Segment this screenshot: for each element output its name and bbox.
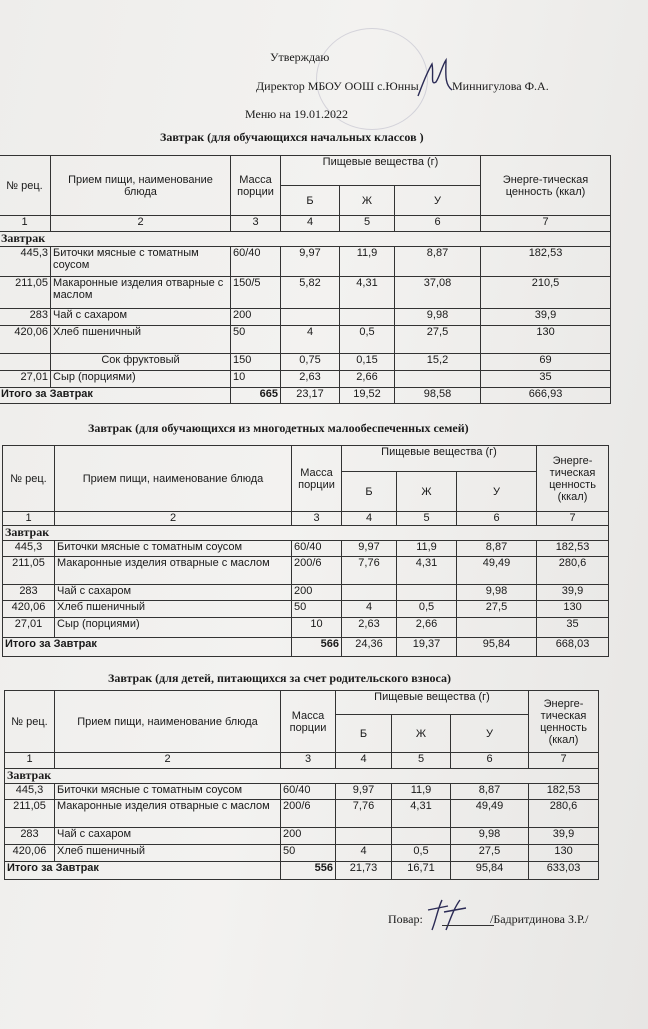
rec-cell: 420,06 <box>0 326 51 354</box>
u-cell: 9,98 <box>395 309 481 326</box>
energy-cell: 280,6 <box>529 800 599 828</box>
col-num: 3 <box>281 753 336 769</box>
meal-label: Завтрак <box>5 769 599 784</box>
table-row <box>0 247 611 277</box>
mass-cell: 10 <box>231 371 281 388</box>
cook-signature <box>424 896 484 936</box>
energy-cell: 39,9 <box>529 828 599 845</box>
rec-cell: 283 <box>3 585 55 601</box>
zh-cell: 11,9 <box>397 541 457 557</box>
col-mass: Масса порции <box>231 156 281 216</box>
b-cell: 0,75 <box>281 354 340 371</box>
col-nutrients: Пищевые вещества (г) <box>336 691 529 715</box>
b-cell: 7,76 <box>342 557 397 585</box>
total-zh: 16,71 <box>392 862 451 880</box>
mass-cell: 10 <box>292 618 342 638</box>
total-u: 95,84 <box>451 862 529 880</box>
col-num: 4 <box>281 216 340 232</box>
col-num: 5 <box>397 512 457 526</box>
table-row <box>0 354 611 371</box>
table-row <box>3 541 609 557</box>
zh-cell <box>392 828 451 845</box>
total-row <box>3 638 609 657</box>
dish-cell: Хлеб пшеничный <box>55 601 292 618</box>
col-rec: № рец. <box>3 446 55 512</box>
menu-date: Меню на 19.01.2022 <box>245 107 348 121</box>
col-num: 2 <box>55 753 281 769</box>
table-row <box>3 557 609 585</box>
energy-cell: 35 <box>537 618 609 638</box>
mass-cell: 200 <box>281 828 336 845</box>
director-name: Миннигулова Ф.А. <box>452 79 549 93</box>
table-1-title: Завтрак (для обучающихся начальных классов ) <box>160 130 424 144</box>
col-b: Б <box>336 715 392 753</box>
u-cell: 15,2 <box>395 354 481 371</box>
col-dish: Прием пищи, наименование блюда <box>55 691 281 753</box>
dish-cell: Хлеб пшеничный <box>55 845 281 862</box>
mass-cell: 50 <box>292 601 342 618</box>
b-cell: 9,97 <box>342 541 397 557</box>
u-cell: 27,5 <box>457 601 537 618</box>
total-u: 98,58 <box>395 388 481 404</box>
meal-label: Завтрак <box>0 232 611 247</box>
col-num: 7 <box>537 512 609 526</box>
table-row <box>5 800 599 828</box>
col-zh: Ж <box>392 715 451 753</box>
dish-cell: Биточки мясные с томатным соусом <box>55 541 292 557</box>
table-row <box>0 371 611 388</box>
table-3-title: Завтрак (для детей, питающихся за счет родительского взноса) <box>108 671 451 685</box>
col-dish: Прием пищи, наименование блюда <box>55 446 292 512</box>
col-zh: Ж <box>340 186 395 216</box>
col-num: 2 <box>51 216 231 232</box>
total-zh: 19,37 <box>397 638 457 657</box>
menu-table-3 <box>4 690 599 880</box>
u-cell: 49,49 <box>457 557 537 585</box>
b-cell <box>336 828 392 845</box>
zh-cell: 2,66 <box>397 618 457 638</box>
zh-cell: 2,66 <box>340 371 395 388</box>
u-cell: 9,98 <box>457 585 537 601</box>
energy-cell: 182,53 <box>529 784 599 800</box>
cook-label: Повар: <box>388 912 423 926</box>
total-u: 95,84 <box>457 638 537 657</box>
rec-cell: 211,05 <box>0 277 51 309</box>
energy-cell: 35 <box>481 371 611 388</box>
rec-cell: 445,3 <box>3 541 55 557</box>
u-cell: 8,87 <box>457 541 537 557</box>
energy-cell: 130 <box>537 601 609 618</box>
dish-cell: Макаронные изделия отварные с маслом <box>55 557 292 585</box>
col-num: 4 <box>342 512 397 526</box>
col-num: 5 <box>340 216 395 232</box>
b-cell <box>342 585 397 601</box>
dish-cell: Макаронные изделия отварные с маслом <box>55 800 281 828</box>
b-cell: 9,97 <box>336 784 392 800</box>
rec-cell: 211,05 <box>5 800 55 828</box>
b-cell: 5,82 <box>281 277 340 309</box>
zh-cell: 11,9 <box>392 784 451 800</box>
dish-cell: Чай с сахаром <box>51 309 231 326</box>
mass-cell: 150 <box>231 354 281 371</box>
u-cell: 9,98 <box>451 828 529 845</box>
rec-cell: 420,06 <box>5 845 55 862</box>
energy-cell: 280,6 <box>537 557 609 585</box>
zh-cell: 4,31 <box>392 800 451 828</box>
col-nutrients: Пищевые вещества (г) <box>281 156 481 186</box>
table-row <box>5 845 599 862</box>
table-row <box>0 309 611 326</box>
u-cell: 27,5 <box>451 845 529 862</box>
mass-cell: 200/6 <box>292 557 342 585</box>
menu-table-1 <box>0 155 611 404</box>
rec-cell: 211,05 <box>3 557 55 585</box>
dish-cell: Биточки мясные с томатным соусом <box>55 784 281 800</box>
total-zh: 19,52 <box>340 388 395 404</box>
col-energy: Энерге-тическая ценность (ккал) <box>481 156 611 216</box>
zh-cell: 0,5 <box>392 845 451 862</box>
meal-label: Завтрак <box>3 526 609 541</box>
mass-cell: 200/6 <box>281 800 336 828</box>
total-mass: 665 <box>231 388 281 404</box>
b-cell: 7,76 <box>336 800 392 828</box>
col-rec: № рец. <box>5 691 55 753</box>
energy-cell: 39,9 <box>481 309 611 326</box>
col-num: 3 <box>231 216 281 232</box>
col-b: Б <box>342 472 397 512</box>
col-dish: Прием пищи, наименование блюда <box>51 156 231 216</box>
mass-cell: 60/40 <box>231 247 281 277</box>
u-cell: 8,87 <box>451 784 529 800</box>
mass-cell: 50 <box>281 845 336 862</box>
rec-cell: 27,01 <box>0 371 51 388</box>
menu-table-2 <box>2 445 609 657</box>
total-row <box>5 862 599 880</box>
total-mass: 566 <box>292 638 342 657</box>
rec-cell: 445,3 <box>5 784 55 800</box>
dish-cell: Макаронные изделия отварные с маслом <box>51 277 231 309</box>
total-b: 21,73 <box>336 862 392 880</box>
table-row <box>0 326 611 354</box>
total-b: 23,17 <box>281 388 340 404</box>
total-label: Итого за Завтрак <box>0 388 231 404</box>
col-mass: Масса порции <box>292 446 342 512</box>
total-energy: 668,03 <box>537 638 609 657</box>
b-cell <box>281 309 340 326</box>
rec-cell: 283 <box>5 828 55 845</box>
col-num: 4 <box>336 753 392 769</box>
col-u: У <box>457 472 537 512</box>
zh-cell: 11,9 <box>340 247 395 277</box>
energy-cell: 210,5 <box>481 277 611 309</box>
table-row <box>3 601 609 618</box>
mass-cell: 200 <box>292 585 342 601</box>
mass-cell: 50 <box>231 326 281 354</box>
b-cell: 4 <box>336 845 392 862</box>
u-cell: 49,49 <box>451 800 529 828</box>
zh-cell: 4,31 <box>397 557 457 585</box>
col-num: 6 <box>451 753 529 769</box>
table-row <box>5 828 599 845</box>
total-energy: 633,03 <box>529 862 599 880</box>
rec-cell: 445,3 <box>0 247 51 277</box>
b-cell: 2,63 <box>342 618 397 638</box>
col-u: У <box>451 715 529 753</box>
energy-cell: 130 <box>481 326 611 354</box>
energy-cell: 182,53 <box>537 541 609 557</box>
u-cell <box>457 618 537 638</box>
rec-cell <box>0 354 51 371</box>
zh-cell: 0,15 <box>340 354 395 371</box>
u-cell: 27,5 <box>395 326 481 354</box>
rec-cell: 27,01 <box>3 618 55 638</box>
col-num: 6 <box>395 216 481 232</box>
zh-cell <box>340 309 395 326</box>
col-energy: Энерге-тическая ценность (ккал) <box>537 446 609 512</box>
approve-label: Утверждаю <box>270 50 330 64</box>
col-u: У <box>395 186 481 216</box>
col-b: Б <box>281 186 340 216</box>
total-label: Итого за Завтрак <box>3 638 292 657</box>
table-row <box>3 618 609 638</box>
total-mass: 556 <box>281 862 336 880</box>
rec-cell: 283 <box>0 309 51 326</box>
dish-cell: Сыр (порциями) <box>55 618 292 638</box>
rec-cell: 420,06 <box>3 601 55 618</box>
u-cell: 8,87 <box>395 247 481 277</box>
table-row <box>3 585 609 601</box>
col-num: 7 <box>529 753 599 769</box>
energy-cell: 182,53 <box>481 247 611 277</box>
dish-cell: Сок фруктовый <box>51 354 231 371</box>
col-energy: Энерге-тическая ценность (ккал) <box>529 691 599 753</box>
table-row <box>0 277 611 309</box>
zh-cell: 4,31 <box>340 277 395 309</box>
director-line: Директор МБОУ ООШ с.Юнны <box>256 79 419 93</box>
b-cell: 4 <box>281 326 340 354</box>
table-2-title: Завтрак (для обучающихся из многодетных малообеспеченных семей) <box>88 421 469 435</box>
energy-cell: 130 <box>529 845 599 862</box>
col-nutrients: Пищевые вещества (г) <box>342 446 537 472</box>
dish-cell: Хлеб пшеничный <box>51 326 231 354</box>
energy-cell: 39,9 <box>537 585 609 601</box>
cook-name: /Бадритдинова З.Р./ <box>490 912 589 926</box>
mass-cell: 60/40 <box>281 784 336 800</box>
mass-cell: 60/40 <box>292 541 342 557</box>
mass-cell: 150/5 <box>231 277 281 309</box>
b-cell: 2,63 <box>281 371 340 388</box>
mass-cell: 200 <box>231 309 281 326</box>
dish-cell: Сыр (порциями) <box>51 371 231 388</box>
col-num: 5 <box>392 753 451 769</box>
col-num: 1 <box>5 753 55 769</box>
col-num: 7 <box>481 216 611 232</box>
total-energy: 666,93 <box>481 388 611 404</box>
col-num: 2 <box>55 512 292 526</box>
total-label: Итого за Завтрак <box>5 862 281 880</box>
zh-cell: 0,5 <box>397 601 457 618</box>
col-zh: Ж <box>397 472 457 512</box>
zh-cell: 0,5 <box>340 326 395 354</box>
col-num: 1 <box>0 216 51 232</box>
dish-cell: Чай с сахаром <box>55 585 292 601</box>
col-mass: Масса порции <box>281 691 336 753</box>
total-b: 24,36 <box>342 638 397 657</box>
col-num: 1 <box>3 512 55 526</box>
b-cell: 9,97 <box>281 247 340 277</box>
table-row <box>5 784 599 800</box>
dish-cell: Биточки мясные с томатным соусом <box>51 247 231 277</box>
signature-line <box>442 925 494 926</box>
zh-cell <box>397 585 457 601</box>
col-rec: № рец. <box>0 156 51 216</box>
col-num: 3 <box>292 512 342 526</box>
col-num: 6 <box>457 512 537 526</box>
b-cell: 4 <box>342 601 397 618</box>
energy-cell: 69 <box>481 354 611 371</box>
u-cell: 37,08 <box>395 277 481 309</box>
total-row <box>0 388 611 404</box>
u-cell <box>395 371 481 388</box>
dish-cell: Чай с сахаром <box>55 828 281 845</box>
